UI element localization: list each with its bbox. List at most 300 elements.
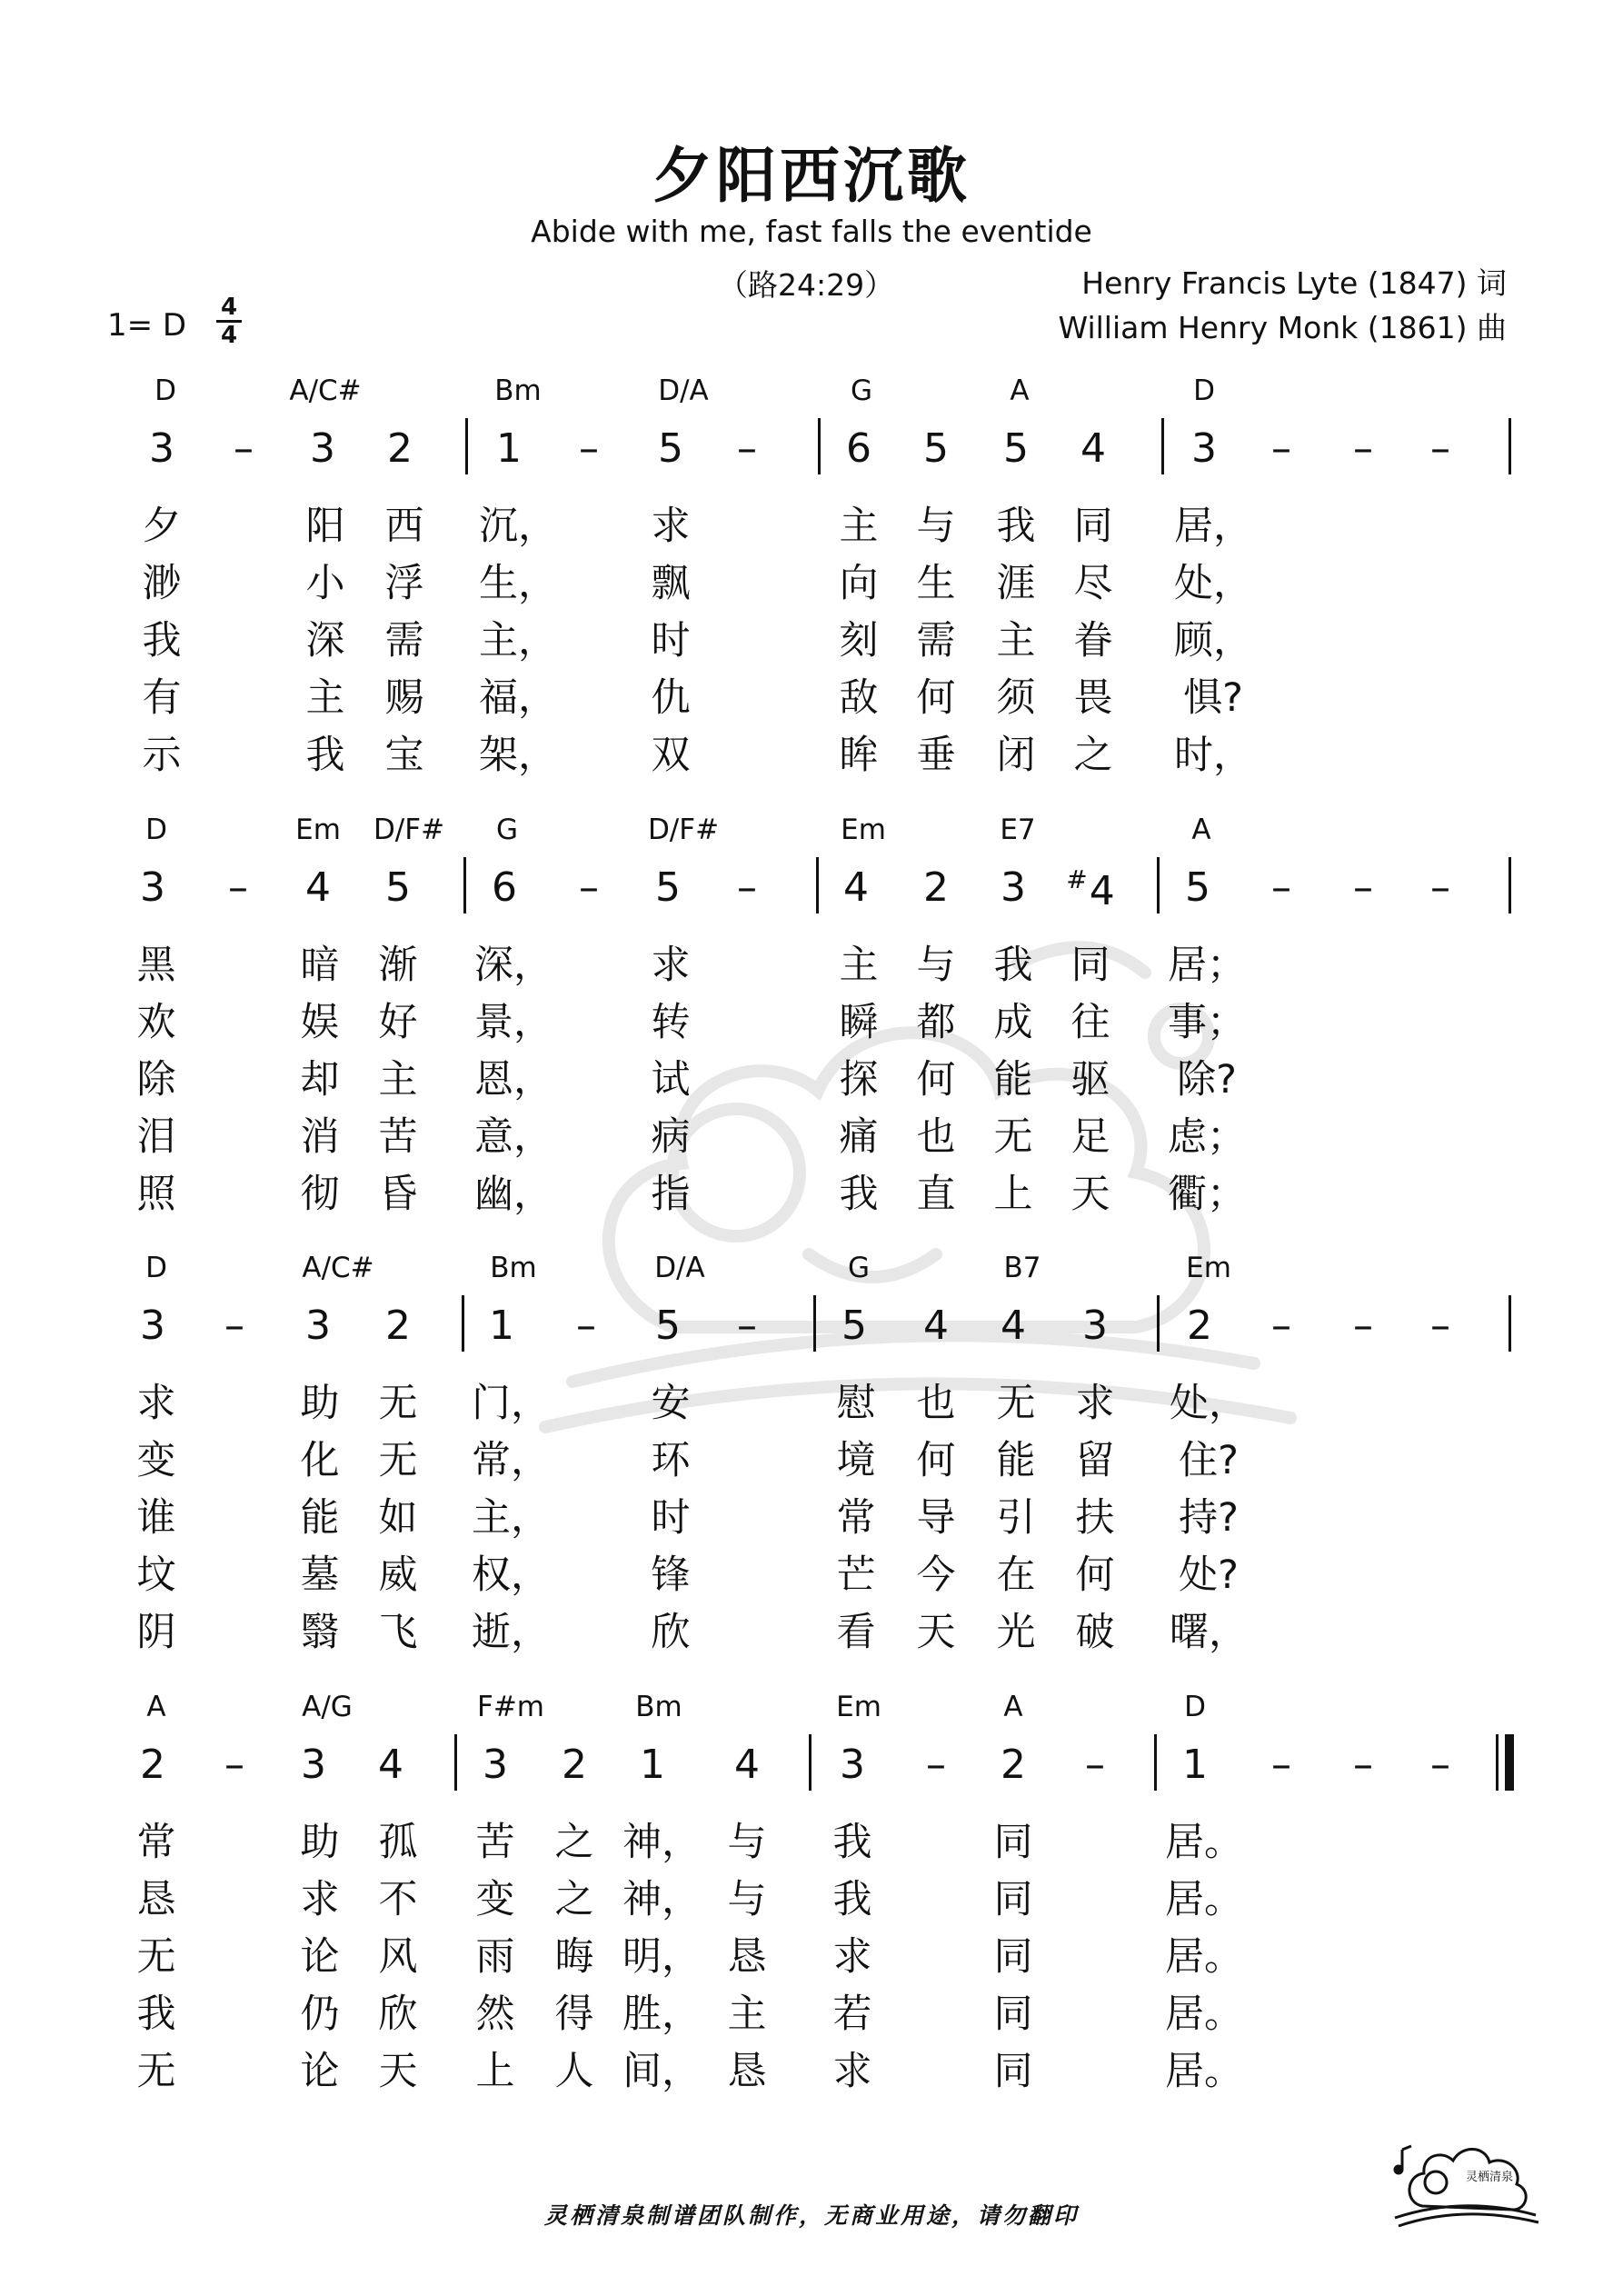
bar-line <box>813 1295 816 1352</box>
time-signature <box>211 294 247 348</box>
final-bar-thin <box>1496 1734 1499 1791</box>
lyric-syllable: 主 <box>996 618 1036 664</box>
bar-line <box>816 857 819 913</box>
lyric-syllable: 居， <box>1174 504 1252 549</box>
lyric-syllable: 苦 <box>475 1820 515 1865</box>
lyric-syllable: 除 <box>136 1057 176 1103</box>
note-dash: – <box>1085 1742 1105 1788</box>
lyric-syllable: 双 <box>651 733 691 778</box>
key-signature: 1= D <box>107 307 187 344</box>
note-dash: – <box>579 425 599 472</box>
lyric-syllable: 飘 <box>651 561 691 606</box>
bar-line <box>465 418 468 474</box>
lyric-syllable: 环 <box>651 1438 691 1483</box>
lyric-syllable: 与 <box>727 1877 767 1922</box>
chord-symbol: Em <box>841 814 886 846</box>
lyric-syllable: 主， <box>479 618 557 664</box>
chord-symbol: Em <box>295 814 341 846</box>
note-number: #4 <box>1066 864 1115 914</box>
note-number: 3 <box>1001 864 1026 911</box>
lyric-syllable: 沉， <box>479 504 557 549</box>
lyric-syllable: 晦 <box>554 1934 594 1980</box>
note-number: 3 <box>310 425 335 472</box>
lyric-syllable: 权， <box>472 1552 550 1598</box>
note-dash: – <box>576 1303 596 1349</box>
chord-symbol: D/F# <box>647 814 720 846</box>
lyric-syllable: 涯 <box>996 561 1036 606</box>
lyric-syllable: 小 <box>305 561 345 606</box>
lyric-syllable: 欣 <box>651 1610 691 1655</box>
lyric-syllable: 转 <box>651 1000 691 1045</box>
chord-symbol: G <box>495 814 519 846</box>
lyric-syllable: 助 <box>300 1820 340 1865</box>
lyric-syllable: 居。 <box>1165 2049 1243 2094</box>
chord-symbol: D <box>145 814 167 846</box>
lyric-syllable: 主 <box>839 504 879 549</box>
chord-symbol: A <box>146 1691 166 1723</box>
lyric-syllable: 主 <box>727 1992 767 2037</box>
bar-line <box>1161 418 1164 474</box>
lyric-syllable: 同 <box>993 1992 1033 2037</box>
lyric-syllable: 夕 <box>142 504 182 549</box>
note-number: 2 <box>562 1742 587 1788</box>
note-number: 4 <box>1001 1303 1026 1349</box>
lyric-syllable: 光 <box>996 1610 1036 1655</box>
note-dash: – <box>579 864 599 911</box>
lyric-syllable: 有 <box>142 675 182 721</box>
lyric-syllable: 我 <box>136 1992 176 2037</box>
lyric-syllable: 恳 <box>727 2049 767 2094</box>
lyric-syllable: 恩， <box>474 1057 553 1103</box>
lyric-syllable: 上 <box>475 2049 515 2094</box>
lyric-syllable: 能 <box>300 1495 340 1541</box>
lyric-syllable: 敌 <box>839 675 879 721</box>
lyric-syllable: 我 <box>832 1820 872 1865</box>
lyric-syllable: 墓 <box>300 1552 340 1598</box>
lyric-syllable: 阴 <box>136 1610 176 1655</box>
lyric-syllable: 意， <box>474 1114 553 1160</box>
bar-line <box>1154 1734 1157 1791</box>
lyric-syllable: 锋 <box>651 1552 691 1598</box>
note-number: 3 <box>140 1303 165 1349</box>
lyric-syllable: 与 <box>916 943 956 988</box>
note-dash: – <box>234 425 254 472</box>
lyric-syllable: 何 <box>916 675 956 721</box>
note-number: 1 <box>640 1742 665 1788</box>
lyric-syllable: 不 <box>378 1877 418 1922</box>
lyric-syllable: 时 <box>651 618 691 664</box>
lyric-syllable: 我 <box>993 943 1033 988</box>
lyric-syllable: 得 <box>554 1992 594 2037</box>
lyric-syllable: 风 <box>378 1934 418 1980</box>
note-dash: – <box>1271 864 1291 911</box>
bar-line <box>809 1734 812 1791</box>
lyric-syllable: 惧? <box>1183 675 1243 721</box>
lyric-syllable: 深 <box>305 618 345 664</box>
lyric-syllable: 我 <box>305 733 345 778</box>
chord-symbol: G <box>847 1252 871 1284</box>
lyric-syllable: 仇 <box>651 675 691 721</box>
note-dash: – <box>1271 1303 1291 1349</box>
chord-symbol: B7 <box>1003 1252 1041 1284</box>
lyric-syllable: 论 <box>300 1934 340 1980</box>
note-number: 5 <box>655 864 681 911</box>
note-number: 3 <box>840 1742 865 1788</box>
note-number: 5 <box>655 1303 681 1349</box>
lyric-syllable: 求 <box>832 2049 872 2094</box>
note-dash: – <box>1271 1742 1291 1788</box>
note-dash: – <box>1430 864 1450 911</box>
lyric-syllable: 扶 <box>1075 1495 1115 1541</box>
lyric-syllable: 同 <box>1070 943 1110 988</box>
lyric-syllable: 却 <box>300 1057 340 1103</box>
note-dash: – <box>1430 1303 1450 1349</box>
lyric-syllable: 居。 <box>1165 1820 1243 1865</box>
lyric-syllable: 直 <box>916 1172 956 1217</box>
lyric-syllable: 之 <box>554 1877 594 1922</box>
lyric-syllable: 论 <box>300 2049 340 2094</box>
lyric-syllable: 求 <box>136 1381 176 1426</box>
lyric-syllable: 也 <box>916 1381 956 1426</box>
lyric-syllable: 居。 <box>1165 1992 1243 2037</box>
lyric-syllable: 深， <box>474 943 553 988</box>
note-dash: – <box>228 864 248 911</box>
lyric-syllable: 安 <box>651 1381 691 1426</box>
bar-line <box>818 418 821 474</box>
note-number: 5 <box>841 1303 867 1349</box>
lyric-syllable: 常， <box>472 1438 550 1483</box>
lyric-syllable: 破 <box>1075 1610 1115 1655</box>
chord-symbol: A/C# <box>289 374 362 407</box>
lyric-syllable: 求 <box>651 943 691 988</box>
lyric-syllable: 主， <box>472 1495 550 1541</box>
time-signature-bottom: 4 <box>220 322 238 349</box>
lyric-syllable: 在 <box>996 1552 1036 1598</box>
lyric-syllable: 明， <box>622 1934 701 1980</box>
lyric-syllable: 痛 <box>839 1114 879 1160</box>
lyric-syllable: 今 <box>916 1552 956 1598</box>
lyric-syllable: 无 <box>993 1114 1033 1160</box>
note-number: 2 <box>1187 1303 1212 1349</box>
lyric-syllable: 我 <box>839 1172 879 1217</box>
lyric-syllable: 能 <box>993 1057 1033 1103</box>
lyric-syllable: 指 <box>651 1172 691 1217</box>
lyric-syllable: 之 <box>1073 733 1113 778</box>
lyric-syllable: 天 <box>378 2049 418 2094</box>
note-dash: – <box>1353 1742 1373 1788</box>
lyric-syllable: 消 <box>300 1114 340 1160</box>
lyric-syllable: 上 <box>993 1172 1033 1217</box>
lyric-syllable: 居； <box>1168 943 1246 988</box>
lyric-syllable: 黑 <box>136 943 176 988</box>
chord-symbol: F#m <box>476 1691 545 1723</box>
lyric-syllable: 探 <box>839 1057 879 1103</box>
lyric-syllable: 看 <box>836 1610 876 1655</box>
lyric-syllable: 同 <box>1073 504 1113 549</box>
note-number: 1 <box>1182 1742 1208 1788</box>
note-number: 6 <box>492 864 517 911</box>
note-number: 2 <box>385 1303 411 1349</box>
lyric-syllable: 与 <box>727 1820 767 1865</box>
lyric-syllable: 人 <box>554 2049 594 2094</box>
lyric-syllable: 处， <box>1170 1381 1248 1426</box>
lyric-syllable: 赐 <box>384 675 424 721</box>
lyric-syllable: 处， <box>1174 561 1252 606</box>
chord-symbol: D <box>154 374 176 407</box>
lyric-syllable: 间， <box>622 2049 701 2094</box>
lyric-syllable: 主 <box>305 675 345 721</box>
lyric-syllable: 化 <box>300 1438 340 1483</box>
bar-line <box>1157 1295 1160 1352</box>
footer-notice: 灵栖清泉制谱团队制作，无商业用途，请勿翻印 <box>543 2202 1079 2229</box>
lyric-syllable: 恳 <box>727 1934 767 1980</box>
lyric-syllable: 衢； <box>1168 1172 1246 1217</box>
note-number: 4 <box>734 1742 760 1788</box>
chord-symbol: Bm <box>494 374 542 407</box>
note-number: 4 <box>843 864 869 911</box>
final-bar-thick <box>1505 1734 1514 1791</box>
note-number: 3 <box>483 1742 508 1788</box>
note-number: 3 <box>305 1303 331 1349</box>
lyric-syllable: 求 <box>300 1877 340 1922</box>
lyric-syllable: 驱 <box>1070 1057 1110 1103</box>
note-number: 5 <box>658 425 683 472</box>
lyric-syllable: 何 <box>916 1438 956 1483</box>
lyric-syllable: 尽 <box>1073 561 1113 606</box>
note-dash: – <box>1430 425 1450 472</box>
note-dash: – <box>737 864 757 911</box>
lyric-syllable: 威 <box>378 1552 418 1598</box>
lyric-syllable: 同 <box>993 2049 1033 2094</box>
lyric-syllable: 无 <box>996 1381 1036 1426</box>
lyric-syllable: 垂 <box>916 733 956 778</box>
lyric-syllable: 足 <box>1070 1114 1110 1160</box>
lyric-syllable: 需 <box>916 618 956 664</box>
lyric-syllable: 试 <box>651 1057 691 1103</box>
logo-text: 灵栖清泉 <box>1466 2171 1514 2184</box>
note-number: 1 <box>496 425 522 472</box>
lyric-syllable: 成 <box>993 1000 1033 1045</box>
lyric-syllable: 居。 <box>1165 1934 1243 1980</box>
lyric-syllable: 飞 <box>378 1610 418 1655</box>
lyric-syllable: 阳 <box>305 504 345 549</box>
lyric-syllable: 瞬 <box>839 1000 879 1045</box>
lyric-syllable: 如 <box>378 1495 418 1541</box>
lyric-syllable: 好 <box>378 1000 418 1045</box>
lyric-syllable: 境 <box>836 1438 876 1483</box>
lyric-syllable: 眸 <box>839 733 879 778</box>
note-dash: – <box>1430 1742 1450 1788</box>
chord-symbol: Em <box>836 1691 881 1723</box>
note-dash: – <box>224 1742 244 1788</box>
note-number: 5 <box>923 425 949 472</box>
chord-symbol: D/A <box>658 374 709 407</box>
note-dash: – <box>1353 864 1373 911</box>
chord-symbol: A <box>1010 374 1030 407</box>
note-dash: – <box>1271 425 1291 472</box>
note-number: 5 <box>1185 864 1210 911</box>
chord-symbol: D <box>1184 1691 1206 1723</box>
lyric-syllable: 欣 <box>378 1992 418 2037</box>
note-number: 3 <box>140 864 165 911</box>
chord-symbol: A <box>1191 814 1211 846</box>
lyric-syllable: 与 <box>916 504 956 549</box>
lyric-syllable: 翳 <box>300 1610 340 1655</box>
lyric-syllable: 时， <box>1174 733 1252 778</box>
lyric-syllable: 何 <box>916 1057 956 1103</box>
lyric-syllable: 居。 <box>1165 1877 1243 1922</box>
lyric-syllable: 恳 <box>136 1877 176 1922</box>
chord-symbol: D/F# <box>373 814 445 846</box>
lyric-syllable: 常 <box>136 1820 176 1865</box>
lyric-syllable: 事； <box>1168 1000 1246 1045</box>
lyric-syllable: 求 <box>651 504 691 549</box>
bar-line <box>1508 418 1511 474</box>
lyric-syllable: 何 <box>1075 1552 1115 1598</box>
lyric-syllable: 常 <box>836 1495 876 1541</box>
lyric-syllable: 眷 <box>1073 618 1113 664</box>
lyric-syllable: 无 <box>136 2049 176 2094</box>
lyric-syllable: 福， <box>479 675 557 721</box>
chord-symbol: A <box>1003 1691 1023 1723</box>
bar-line <box>1508 857 1511 913</box>
lyric-syllable: 无 <box>378 1438 418 1483</box>
bar-line <box>454 1734 457 1791</box>
lyric-syllable: 欢 <box>136 1000 176 1045</box>
lyric-syllable: 西 <box>384 504 424 549</box>
note-number: 5 <box>1003 425 1029 472</box>
lyric-syllable: 我 <box>142 618 182 664</box>
lyric-syllable: 须 <box>996 675 1036 721</box>
lyric-syllable: 生 <box>916 561 956 606</box>
lyric-syllable: 刻 <box>839 618 879 664</box>
lyric-syllable: 求 <box>1075 1381 1115 1426</box>
lyric-syllable: 我 <box>996 504 1036 549</box>
lyric-syllable: 谁 <box>136 1495 176 1541</box>
lyric-syllable: 渺 <box>142 561 182 606</box>
lyric-syllable: 导 <box>916 1495 956 1541</box>
note-dash: – <box>1353 425 1373 472</box>
note-number: 6 <box>846 425 871 472</box>
chord-symbol: A/G <box>302 1691 353 1723</box>
lyric-syllable: 昏 <box>378 1172 418 1217</box>
lyricist-credit: Henry Francis Lyte (1847) 词 <box>1081 265 1507 301</box>
lyric-syllable: 也 <box>916 1114 956 1160</box>
note-number: 2 <box>140 1742 165 1788</box>
chord-symbol: D <box>145 1252 167 1284</box>
lyric-syllable: 孤 <box>378 1820 418 1865</box>
lyric-syllable: 娱 <box>300 1000 340 1045</box>
lyric-syllable: 向 <box>839 561 879 606</box>
note-number: 1 <box>489 1303 514 1349</box>
lyric-syllable: 逝， <box>472 1610 550 1655</box>
lyric-syllable: 同 <box>993 1877 1033 1922</box>
lyric-syllable: 除? <box>1177 1057 1237 1103</box>
lyric-syllable: 无 <box>378 1381 418 1426</box>
lyric-syllable: 泪 <box>136 1114 176 1160</box>
lyric-syllable: 照 <box>136 1172 176 1217</box>
lyric-syllable: 宝 <box>384 733 424 778</box>
lyric-syllable: 门， <box>472 1381 550 1426</box>
scripture-reference: （路24:29） <box>718 267 895 303</box>
lyric-syllable: 天 <box>916 1610 956 1655</box>
lyric-syllable: 然 <box>475 1992 515 2037</box>
lyric-syllable: 之 <box>554 1820 594 1865</box>
lyric-syllable: 住? <box>1179 1438 1239 1483</box>
chord-symbol: D <box>1193 374 1215 407</box>
lyric-syllable: 浮 <box>384 561 424 606</box>
note-dash: – <box>224 1303 244 1349</box>
lyric-syllable: 往 <box>1070 1000 1110 1045</box>
lyric-syllable: 能 <box>996 1438 1036 1483</box>
chord-symbol: Bm <box>635 1691 682 1723</box>
note-dash: – <box>926 1742 946 1788</box>
chord-symbol: E7 <box>1000 814 1036 846</box>
lyric-syllable: 助 <box>300 1381 340 1426</box>
note-number: 2 <box>387 425 413 472</box>
note-number: 2 <box>923 864 949 911</box>
note-number: 3 <box>1191 425 1217 472</box>
chord-symbol: G <box>850 374 873 407</box>
note-dash: – <box>737 1303 757 1349</box>
lyric-syllable: 主 <box>378 1057 418 1103</box>
lyric-syllable: 同 <box>993 1934 1033 1980</box>
note-number: 5 <box>385 864 411 911</box>
lyric-syllable: 主 <box>839 943 879 988</box>
song-title: 夕阳西沉歌 <box>652 141 971 211</box>
lyric-syllable: 我 <box>832 1877 872 1922</box>
bar-line <box>462 1295 464 1352</box>
lyric-syllable: 处? <box>1179 1552 1239 1598</box>
sharp-sign: # <box>1066 864 1088 894</box>
lyric-syllable: 景， <box>474 1000 553 1045</box>
lyric-syllable: 彻 <box>300 1172 340 1217</box>
lyric-syllable: 渐 <box>378 943 418 988</box>
lyric-syllable: 生， <box>479 561 557 606</box>
lyric-syllable: 若 <box>832 1992 872 2037</box>
note-number: 3 <box>301 1742 326 1788</box>
lyric-syllable: 暗 <box>300 943 340 988</box>
lyric-syllable: 慰 <box>836 1381 876 1426</box>
lyric-syllable: 神， <box>622 1877 701 1922</box>
note-number: 4 <box>1080 425 1106 472</box>
lyric-syllable: 变 <box>136 1438 176 1483</box>
bar-line <box>1508 1295 1511 1352</box>
lyric-syllable: 都 <box>916 1000 956 1045</box>
lyric-syllable: 苦 <box>378 1114 418 1160</box>
lyric-syllable: 持? <box>1179 1495 1239 1541</box>
lyric-syllable: 天 <box>1070 1172 1110 1217</box>
lingqi-logo-icon <box>1386 2131 1540 2231</box>
lyric-syllable: 顾， <box>1174 618 1252 664</box>
lyric-syllable: 留 <box>1075 1438 1115 1483</box>
lyric-syllable: 示 <box>142 733 182 778</box>
lyric-syllable: 虑； <box>1168 1114 1246 1160</box>
lyric-syllable: 同 <box>993 1820 1033 1865</box>
lyric-syllable: 无 <box>136 1934 176 1980</box>
lyric-syllable: 曙， <box>1170 1610 1248 1655</box>
note-number: 3 <box>1082 1303 1108 1349</box>
bar-line <box>463 857 466 913</box>
chord-symbol: Bm <box>490 1252 537 1284</box>
lyric-syllable: 胜， <box>622 1992 701 2037</box>
lyric-syllable: 时 <box>651 1495 691 1541</box>
lyric-syllable: 求 <box>832 1934 872 1980</box>
lyric-syllable: 神， <box>622 1820 701 1865</box>
lyric-syllable: 架， <box>479 733 557 778</box>
lyric-syllable: 幽， <box>474 1172 553 1217</box>
composer-credit: William Henry Monk (1861) 曲 <box>1058 310 1507 345</box>
